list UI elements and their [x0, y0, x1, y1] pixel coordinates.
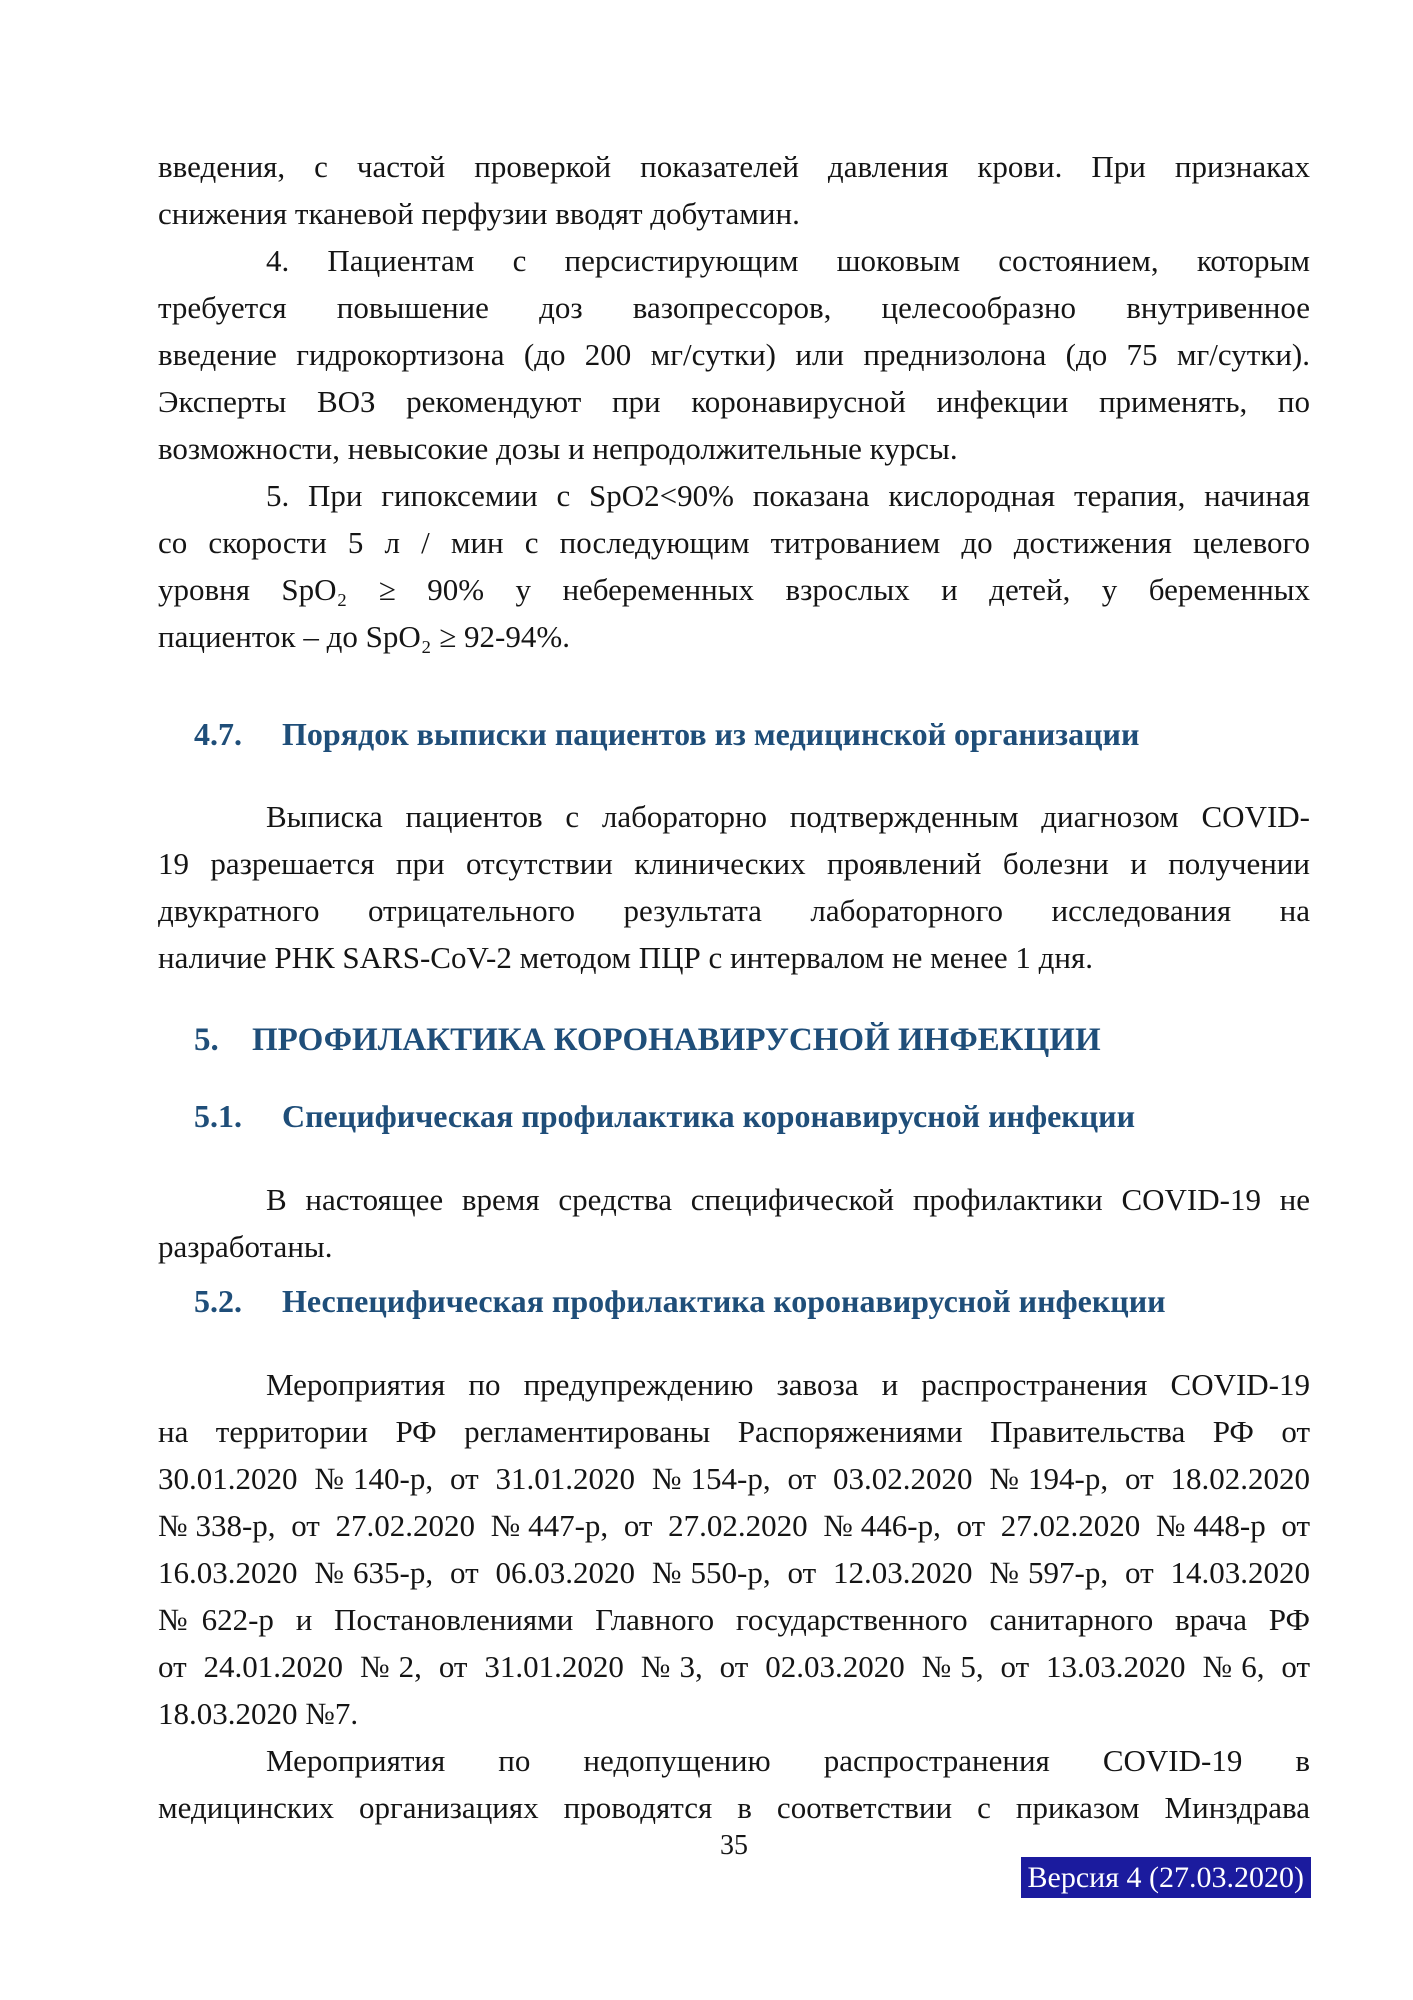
version-badge: Версия 4 (27.03.2020) — [1021, 1857, 1311, 1898]
paragraph-shock-item-4 — [158, 237, 1310, 472]
text-line: Выписка пациентов с лабораторно подтвержденным диагнозом COVID- — [266, 799, 1310, 834]
text-line: введение гидрокортизона (до 200 мг/сутки) или преднизолона (до 75 мг/сутки). — [158, 337, 1310, 372]
heading-5 — [194, 1017, 1310, 1064]
text-line: Мероприятия по предупреждению завоза и распространения COVID-19 — [266, 1367, 1310, 1402]
text-line: 19 разрешается при отсутствии клинических проявлений болезни и получении — [158, 846, 1310, 881]
text-line: снижения тканевой перфузии вводят добутамин. — [158, 196, 800, 231]
heading-5-2 — [194, 1278, 1310, 1325]
text-line: наличие РНК SARS-CoV-2 методом ПЦР с интервалом не менее 1 дня. — [158, 940, 1093, 975]
paragraph-nonspecific-prophylaxis — [158, 1361, 1310, 1737]
text-line: 18.03.2020 №7. — [158, 1696, 359, 1731]
text-line: №622-р и Постановлениями Главного государственного санитарного врача РФ — [158, 1602, 1310, 1637]
text-line: от 24.01.2020 №2, от 31.01.2020 №3, от 02.03.2020 №5, от 13.03.2020 №6, от — [158, 1649, 1310, 1684]
heading-number: 5.2. — [194, 1283, 242, 1319]
text-line: Мероприятия по недопущению распространения COVID-19 в — [266, 1743, 1310, 1778]
heading-5-1 — [194, 1093, 1310, 1140]
heading-title: Специфическая профилактика коронавирусной инфекции — [282, 1098, 1136, 1134]
heading-title: Порядок выписки пациентов из медицинской организации — [282, 716, 1140, 752]
text-line: 16.03.2020 №635-р, от 06.03.2020 №550-р, от 12.03.2020 №597-р, от 14.03.2020 — [158, 1555, 1310, 1590]
paragraph-intro — [158, 143, 1310, 237]
text-line: пациенток – до SpO₂ ≥ 92-94%. — [158, 619, 570, 654]
paragraph-medical-organizations — [158, 1737, 1310, 1831]
heading-4-7 — [194, 711, 1310, 758]
heading-number: 4.7. — [194, 716, 242, 752]
heading-title: ПРОФИЛАКТИКА КОРОНАВИРУСНОЙ ИНФЕКЦИИ — [252, 1022, 1101, 1058]
heading-title: Неспецифическая профилактика коронавирусной инфекции — [282, 1283, 1166, 1319]
text-line: на территории РФ регламентированы Распоряжениями Правительства РФ от — [158, 1414, 1310, 1449]
text-line: 4. Пациентам с персистирующим шоковым состоянием, которым — [266, 243, 1310, 278]
text-line: разработаны. — [158, 1229, 333, 1264]
page-number: 35 — [720, 1830, 748, 1861]
text-line: №338-р, от 27.02.2020 №447-р, от 27.02.2020 №446-р, от 27.02.2020 №448-р от — [158, 1508, 1310, 1543]
text-line: 5. При гипоксемии с SpO2<90% показана кислородная терапия, начиная — [266, 478, 1310, 513]
text-line: со скорости 5 л / мин с последующим титрованием до достижения целевого — [158, 525, 1310, 560]
text-line: 30.01.2020 №140-р, от 31.01.2020 №154-р, от 03.02.2020 №194-р, от 18.02.2020 — [158, 1461, 1310, 1496]
text-line: В настоящее время средства специфической профилактики COVID-19 не — [266, 1182, 1310, 1217]
text-column — [158, 0, 1310, 1860]
text-line: возможности, невысокие дозы и непродолжительные курсы. — [158, 431, 958, 466]
text-line: требуется повышение доз вазопрессоров, целесообразно внутривенное — [158, 290, 1310, 325]
paragraph-specific-prophylaxis — [158, 1176, 1310, 1270]
text-line: медицинских организациях проводятся в соответствии с приказом Минздрава — [158, 1790, 1310, 1825]
paragraph-discharge — [158, 793, 1310, 981]
text-line: Эксперты ВОЗ рекомендуют при коронавирусной инфекции применять, по — [158, 384, 1310, 419]
heading-number: 5. — [194, 1022, 219, 1058]
text-line: введения, с частой проверкой показателей давления крови. При признаках — [158, 149, 1310, 184]
text-line: уровня SpO₂ ≥ 90% у небеременных взрослых и детей, у беременных — [158, 572, 1310, 607]
text-line: двукратного отрицательного результата лабораторного исследования на — [158, 893, 1310, 928]
heading-number: 5.1. — [194, 1098, 242, 1134]
paragraph-hypoxemia-item-5 — [158, 472, 1310, 660]
